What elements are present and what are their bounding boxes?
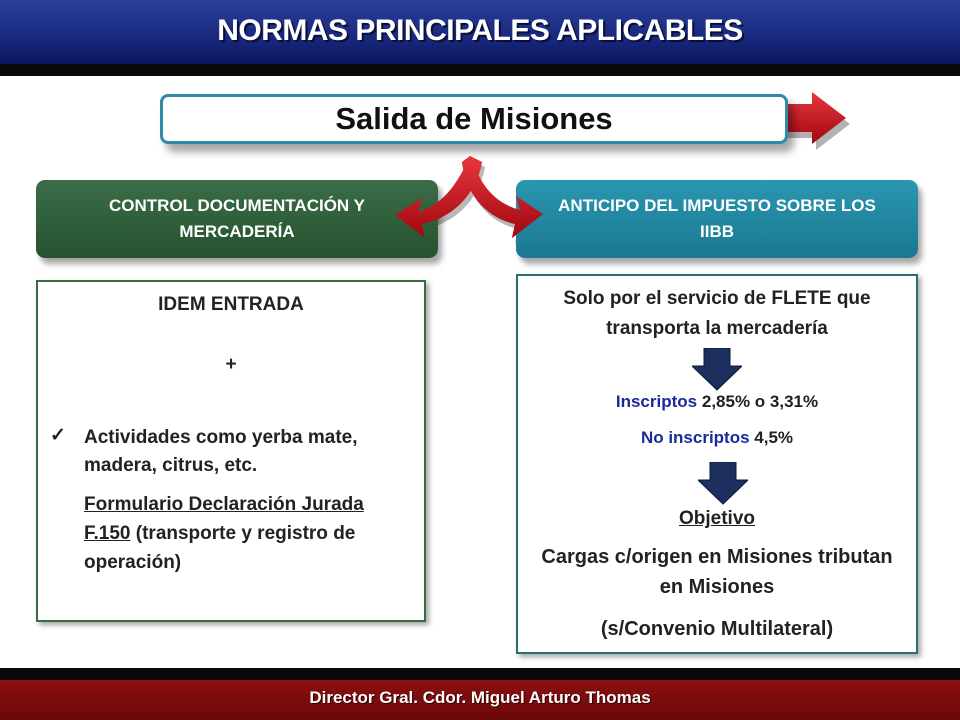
form-name: Formulario Declaración Jurada F.150 — [84, 494, 364, 544]
down-arrow-icon — [698, 462, 748, 506]
down-arrow-icon — [692, 348, 742, 392]
plus-sign: + — [225, 354, 237, 375]
form-description: (transporte y registro de operación) — [84, 523, 356, 573]
footer-text: Director Gral. Cdor. Miguel Arturo Thomas — [309, 688, 651, 707]
check-icon: ✓ — [50, 425, 66, 446]
flete-intro: Solo por el servicio de FLETE que transporta la mercadería — [563, 288, 871, 339]
check-item-text: Actividades como yerba mate, madera, citrus, etc. — [84, 427, 358, 476]
objetivo-label: Objetivo — [678, 508, 755, 529]
no-inscriptos-value: 4,5% — [754, 428, 794, 447]
inscriptos-label: Inscriptos — [615, 392, 698, 411]
right-panel — [516, 274, 918, 654]
left-heading: CONTROL DOCUMENTACIÓN Y MERCADERÍA — [109, 196, 365, 241]
inscriptos-line — [518, 392, 916, 412]
red-curved-arrow-right-overlay-icon — [462, 156, 543, 238]
inscriptos-value: 2,85% o 3,31% — [701, 392, 819, 411]
no-inscriptos-label: No inscriptos — [640, 428, 750, 447]
right-heading: ANTICIPO DEL IMPUESTO SOBRE LOS IIBB — [558, 196, 876, 241]
convenio-text: (s/Convenio Multilateral) — [600, 618, 834, 640]
salida-title-box: Salida de Misiones — [160, 94, 788, 144]
form-paragraph — [84, 490, 404, 577]
footer-band — [0, 668, 960, 680]
idem-entrada-text: IDEM ENTRADA — [158, 294, 304, 315]
no-inscriptos-line — [518, 428, 916, 448]
left-panel — [36, 280, 426, 622]
page-title: NORMAS PRINCIPALES APLICABLES — [217, 14, 743, 47]
objetivo-text: Cargas c/origen en Misiones tributan en Misiones — [541, 546, 893, 598]
